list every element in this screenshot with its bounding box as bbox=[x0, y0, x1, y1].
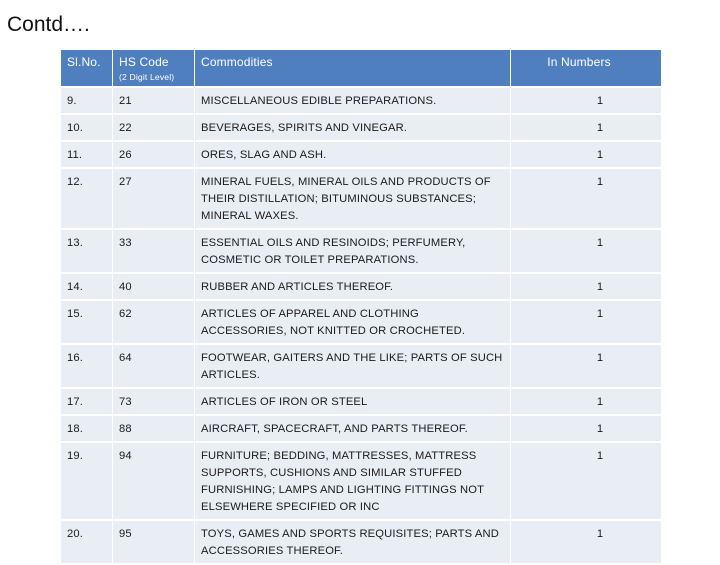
cell-hs-code: 22 bbox=[113, 115, 195, 140]
cell-in-numbers: 1 bbox=[511, 230, 661, 272]
table-row bbox=[61, 301, 661, 343]
cell-commodity: BEVERAGES, SPIRITS AND VINEGAR. bbox=[195, 115, 511, 140]
cell-hs-code: 73 bbox=[113, 389, 195, 414]
header-commodities: Commodities bbox=[195, 50, 511, 86]
cell-hs-code: 33 bbox=[113, 230, 195, 272]
cell-sl-no: 15. bbox=[61, 301, 113, 343]
cell-hs-code: 27 bbox=[113, 169, 195, 228]
table-row bbox=[61, 389, 661, 414]
cell-hs-code: 88 bbox=[113, 416, 195, 441]
cell-commodity: ARTICLES OF IRON OR STEEL bbox=[195, 389, 511, 414]
table-row bbox=[61, 230, 661, 272]
cell-in-numbers: 1 bbox=[511, 521, 661, 563]
cell-sl-no: 18. bbox=[61, 416, 113, 441]
cell-in-numbers: 1 bbox=[511, 443, 661, 519]
page-title: Contd…. bbox=[7, 13, 90, 36]
cell-sl-no: 10. bbox=[61, 115, 113, 140]
cell-commodity: ESSENTIAL OILS AND RESINOIDS; PERFUMERY, COSMETIC OR TOILET PREPARATIONS. bbox=[195, 230, 511, 272]
cell-in-numbers: 1 bbox=[511, 142, 661, 167]
cell-in-numbers: 1 bbox=[511, 88, 661, 113]
table-header bbox=[61, 50, 661, 86]
cell-sl-no: 12. bbox=[61, 169, 113, 228]
table-row bbox=[61, 521, 661, 563]
cell-commodity: FOOTWEAR, GAITERS AND THE LIKE; PARTS OF SUCH ARTICLES. bbox=[195, 345, 511, 387]
cell-commodity: RUBBER AND ARTICLES THEREOF. bbox=[195, 274, 511, 299]
cell-sl-no: 20. bbox=[61, 521, 113, 563]
cell-commodity: FURNITURE; BEDDING, MATTRESSES, MATTRESS SUPPORTS, CUSHIONS AND SIMILAR STUFFED FURNISHING; LAMPS AND LIGHTING FITTINGS NOT ELSEWHERE SPECIFIED OR INC bbox=[195, 443, 511, 519]
table-row bbox=[61, 115, 661, 140]
table-row bbox=[61, 88, 661, 113]
cell-hs-code: 95 bbox=[113, 521, 195, 563]
header-hs-code-sub: (2 Digit Level) bbox=[119, 72, 175, 82]
cell-hs-code: 62 bbox=[113, 301, 195, 343]
cell-sl-no: 13. bbox=[61, 230, 113, 272]
cell-commodity: TOYS, GAMES AND SPORTS REQUISITES; PARTS AND ACCESSORIES THEREOF. bbox=[195, 521, 511, 563]
cell-sl-no: 16. bbox=[61, 345, 113, 387]
table-row bbox=[61, 274, 661, 299]
cell-commodity: MINERAL FUELS, MINERAL OILS AND PRODUCTS OF THEIR DISTILLATION; BITUMINOUS SUBSTANCES; MINERAL WAXES. bbox=[195, 169, 511, 228]
header-sl-no: Sl.No. bbox=[61, 50, 113, 86]
cell-hs-code: 26 bbox=[113, 142, 195, 167]
cell-sl-no: 19. bbox=[61, 443, 113, 519]
cell-sl-no: 17. bbox=[61, 389, 113, 414]
cell-commodity: ORES, SLAG AND ASH. bbox=[195, 142, 511, 167]
table-row bbox=[61, 443, 661, 519]
cell-sl-no: 9. bbox=[61, 88, 113, 113]
cell-in-numbers: 1 bbox=[511, 115, 661, 140]
cell-sl-no: 11. bbox=[61, 142, 113, 167]
cell-commodity: AIRCRAFT, SPACECRAFT, AND PARTS THEREOF. bbox=[195, 416, 511, 441]
table-body bbox=[61, 88, 661, 563]
cell-in-numbers: 1 bbox=[511, 301, 661, 343]
cell-commodity: ARTICLES OF APPAREL AND CLOTHING ACCESSORIES, NOT KNITTED OR CROCHETED. bbox=[195, 301, 511, 343]
table-row bbox=[61, 169, 661, 228]
table-row bbox=[61, 142, 661, 167]
header-in-numbers: In Numbers bbox=[511, 50, 661, 86]
cell-in-numbers: 1 bbox=[511, 274, 661, 299]
header-hs-code: HS Code (2 Digit Level) bbox=[113, 50, 195, 86]
cell-commodity: MISCELLANEOUS EDIBLE PREPARATIONS. bbox=[195, 88, 511, 113]
cell-hs-code: 21 bbox=[113, 88, 195, 113]
table-row bbox=[61, 416, 661, 441]
cell-hs-code: 40 bbox=[113, 274, 195, 299]
cell-in-numbers: 1 bbox=[511, 389, 661, 414]
cell-sl-no: 14. bbox=[61, 274, 113, 299]
cell-hs-code: 64 bbox=[113, 345, 195, 387]
table-row bbox=[61, 345, 661, 387]
commodities-table bbox=[61, 48, 661, 565]
cell-in-numbers: 1 bbox=[511, 416, 661, 441]
cell-in-numbers: 1 bbox=[511, 169, 661, 228]
cell-in-numbers: 1 bbox=[511, 345, 661, 387]
cell-hs-code: 94 bbox=[113, 443, 195, 519]
